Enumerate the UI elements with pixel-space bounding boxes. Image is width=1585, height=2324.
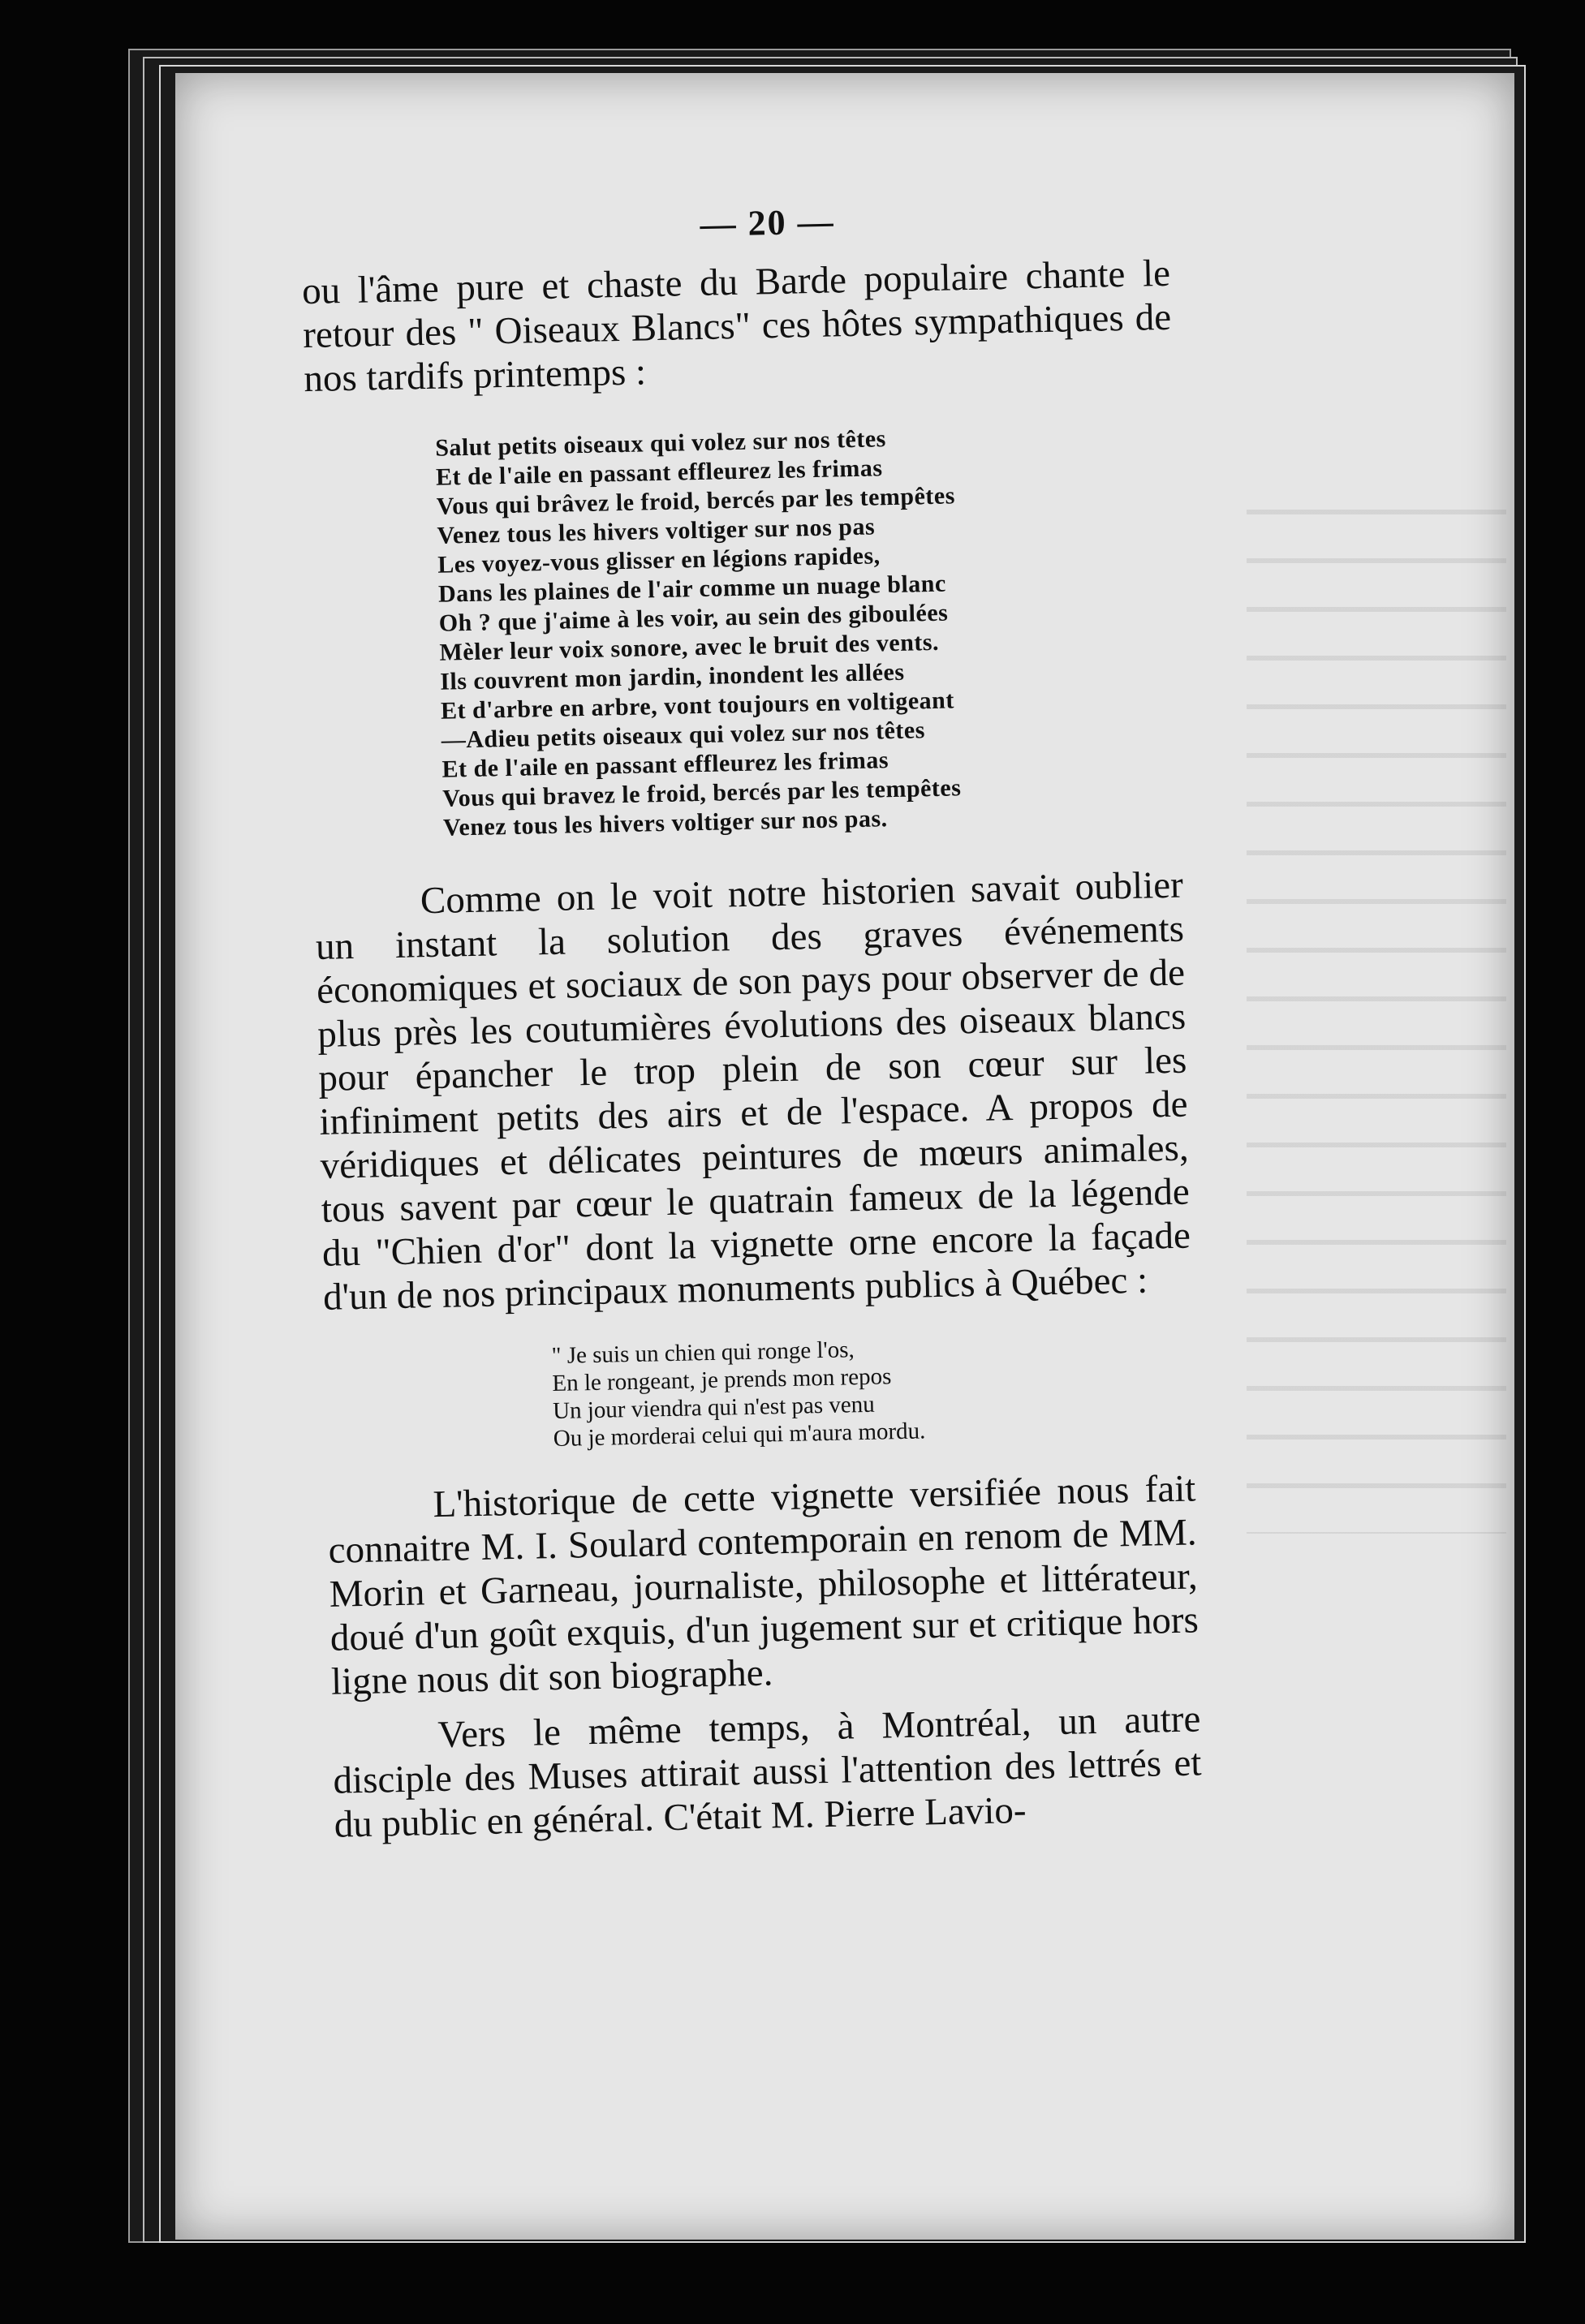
poem — [435, 419, 1182, 843]
quatrain-line: Un jour viendra qui n'est pas venu — [552, 1391, 876, 1425]
poem-line: Vous qui bravez le froid, bercés par les tempêtes — [441, 774, 962, 812]
page-content — [300, 194, 1203, 1847]
poem-line: Oh ? que j'aime à les voir, au sein des giboulées — [438, 599, 949, 637]
poem-line: Salut petits oiseaux qui volez sur nos têtes — [434, 425, 887, 462]
prose-block — [327, 1466, 1203, 1846]
poem-line: Dans les plaines de l'air comme un nuage blanc — [437, 570, 947, 608]
prose-block — [302, 252, 1173, 401]
paragraph: L'historique de cette vignette versifiée nous fait connaitre M. I. Soulard contemporain en renom de MM. Morin et Garneau, journaliste, philosophe et littérateur, doué d'un goût exquis, d'un jugement sur et critique hors ligne nous dit son biographe. — [328, 1467, 1200, 1703]
poem-line: Venez tous les hivers voltiger sur nos pas — [437, 513, 876, 549]
paragraph: Comme on le voit notre historien savait oublier un instant la solution des graves événements économiques et sociaux de son pays pour observer de de plus près les coutumières évolutions des oiseaux blancs pour épancher le trop plein de son cœur sur les infiniment petits des airs et de l'espace. A propos de véridiques et délicates peintures de mœurs animales, tous savent par cœur le quatrain fameux de la légende du "Chien d'or" dont la vignette orne encore la façade d'un de nos principaux monuments publics à Québec : — [315, 863, 1191, 1319]
poem-line: Vous qui brâvez le froid, bercés par les tempêtes — [436, 482, 956, 520]
poem-line: —Adieu petits oiseaux qui volez sur nos têtes — [441, 717, 926, 754]
page-number: — 20 — — [700, 201, 836, 244]
poem-line: Et de l'aile en passant effleurez les frimas — [435, 454, 883, 491]
poem-line: Les voyez-vous glisser en légions rapides, — [437, 542, 881, 579]
prose-block — [314, 863, 1191, 1319]
paragraph: Vers le même temps, à Montréal, un autre disciple des Muses attirait aussi l'attention des lettrés et du public en général. C'était M. Pierre Lavio- — [333, 1698, 1202, 1846]
poem-line: Mèler leur voix sonore, avec le bruit des vents. — [439, 628, 940, 666]
poem-line: Venez tous les hivers voltiger sur nos pas. — [442, 805, 888, 841]
paragraph: ou l'âme pure et chaste du Barde populaire chante le retour des " Oiseaux Blancs" ces hôtes sympathiques de nos tardifs printemps : — [301, 252, 1172, 401]
poem-line: Et d'arbre en arbre, vont toujours en voltigeant — [440, 686, 955, 725]
quatrain-line: Ou je morderai celui qui m'aura mordu. — [553, 1418, 926, 1452]
poem-line: Et de l'aile en passant effleurez les frimas — [441, 747, 889, 783]
quatrain-line: En le rongeant, je prends mon repos — [552, 1363, 892, 1397]
quatrain-line: " Je suis un chien qui ronge l'os, — [551, 1336, 855, 1370]
quatrain — [551, 1328, 1195, 1452]
poem-line: Ils couvrent mon jardin, inondent les allées — [439, 658, 905, 695]
bleed-through — [1247, 479, 1506, 1534]
